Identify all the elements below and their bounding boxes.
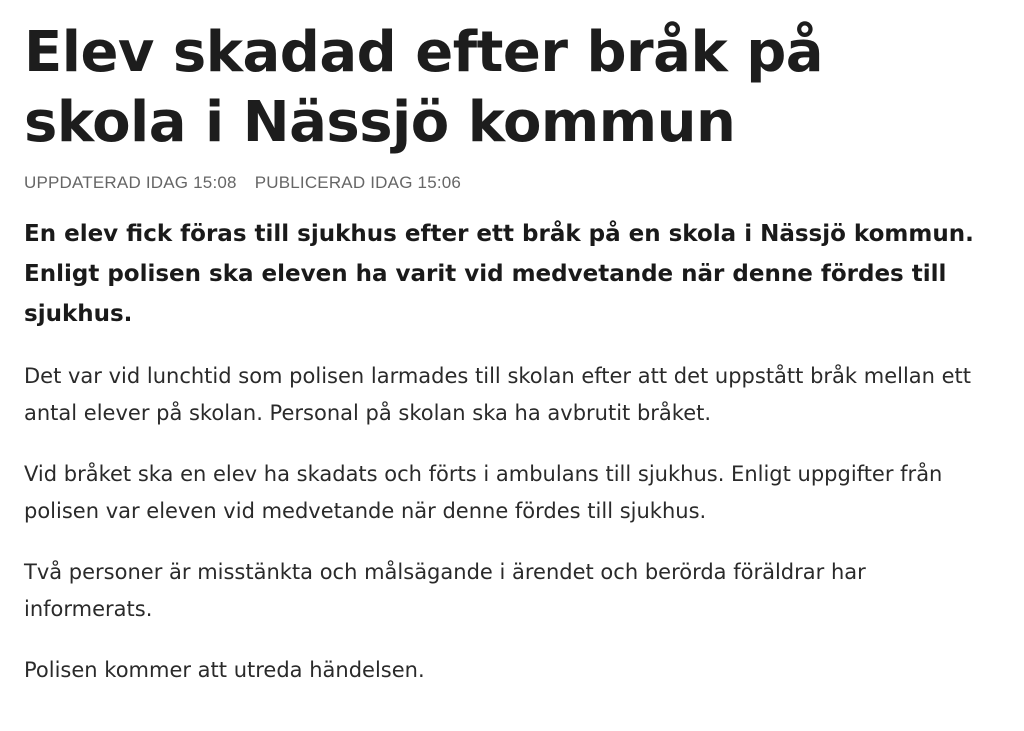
- article-paragraph-2: Vid bråket ska en elev ha skadats och förts i ambulans till sjukhus. Enligt uppgifter från polisen var eleven vid medvetande när denne fördes till sjukhus.: [24, 462, 943, 523]
- updated-timestamp: UPPDATERAD IDAG 15:08: [24, 173, 237, 192]
- published-timestamp: PUBLICERAD IDAG 15:06: [254, 173, 462, 192]
- article-timestamps: [24, 172, 1000, 194]
- article-paragraph-4: Polisen kommer att utreda händelsen.: [24, 658, 425, 682]
- article-headline: Elev skadad efter bråk på skola i Nässjö kommun: [24, 20, 824, 155]
- article-lead: En elev fick föras till sjukhus efter ett bråk på en skola i Nässjö kommun. Enligt polisen ska eleven ha varit vid medvetande när denne fördes till sjukhus.: [24, 221, 974, 327]
- article-paragraph-3: Två personer är misstänkta och målsägande i ärendet och berörda föräldrar har informerats.: [24, 560, 866, 621]
- article-paragraph-1: Det var vid lunchtid som polisen larmades till skolan efter att det uppstått bråk mellan ett antal elever på skolan. Personal på skolan ska ha avbrutit bråket.: [24, 364, 972, 425]
